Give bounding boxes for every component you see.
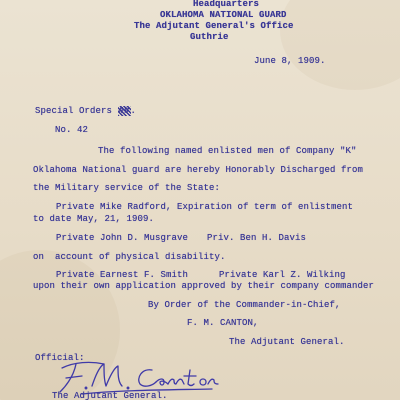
signatory-title: The Adjutant General. [229, 337, 345, 347]
header-headquarters: Headquarters [193, 0, 260, 9]
special-orders-line [35, 107, 136, 116]
header-organization: OKLAHOMA NATIONAL GUARD [160, 10, 287, 20]
signatory-name: F. M. CANTON, [187, 318, 259, 328]
body-intro-line-3: the Military service of the State: [33, 183, 221, 193]
handwritten-signature [52, 356, 222, 396]
special-orders-label: Special Orders [35, 106, 118, 116]
struck-out-number: ## [118, 106, 130, 116]
special-orders-punct: . [130, 106, 137, 116]
body-intro-line-2: Oklahoma National guard are hereby Honorably Discharged from [33, 165, 364, 175]
order-number: No. 42 [55, 125, 89, 135]
discharge-item-2-name-a: Private John D. Musgrave [56, 233, 189, 243]
discharge-item-1-line-2: to date May, 21, 1909. [33, 214, 155, 224]
header-office: The Adjutant General's Office [134, 21, 294, 31]
paper-stain [280, 0, 400, 90]
discharge-item-2-name-b: Priv. Ben H. Davis [207, 233, 307, 243]
discharge-item-3-name-a: Private Earnest F. Smith [56, 270, 189, 280]
body-intro-line-1: The following named enlisted men of Company "K" [98, 146, 357, 156]
discharge-item-1-line-1: Private Mike Radford, Expiration of term of enlistment [56, 202, 354, 212]
header-city: Guthrie [190, 32, 229, 42]
official-title: The Adjutant General. [52, 391, 168, 400]
official-label: Official: [35, 353, 85, 363]
document-date: June 8, 1909. [254, 56, 326, 66]
discharge-item-3-name-b: Private Karl Z. Wilking [219, 270, 346, 280]
discharge-item-3-reason: upon their own application approved by their company commander [33, 281, 375, 291]
by-order-line: By Order of the Commander-in-Chief, [148, 300, 341, 310]
discharge-item-2-reason: on account of physical disability. [33, 252, 226, 262]
